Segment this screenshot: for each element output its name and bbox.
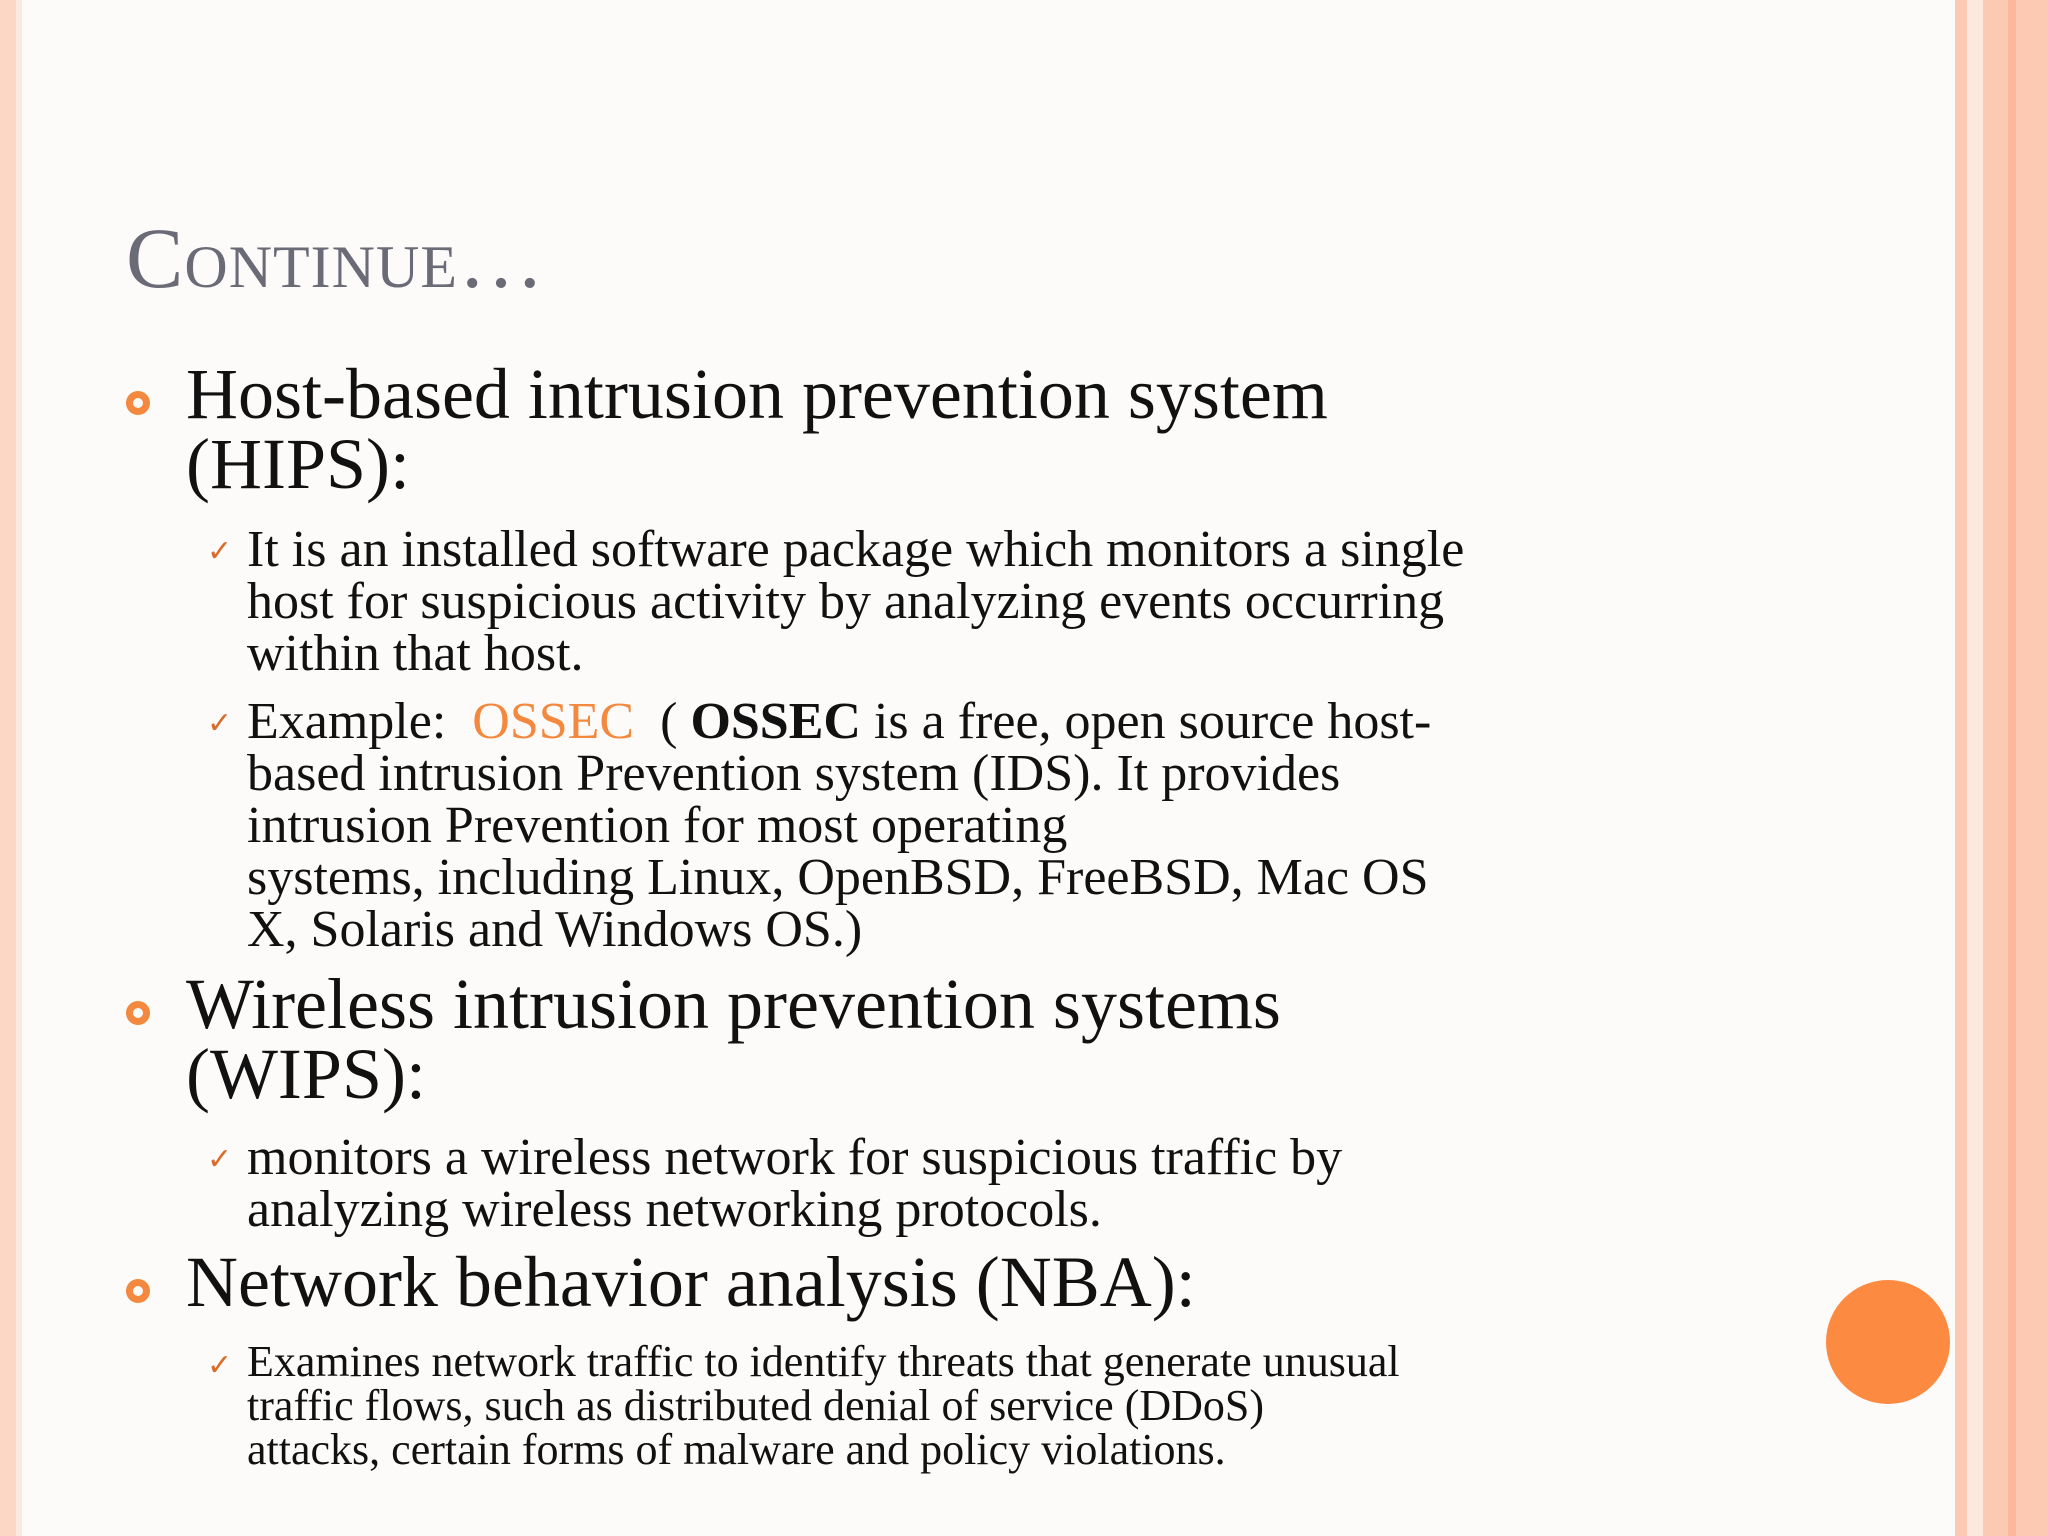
right-band-decoration <box>2008 0 2016 1536</box>
bullet-heading-line: Host-based intrusion prevention system <box>186 354 1328 434</box>
right-band-decoration <box>1967 0 1983 1536</box>
right-band-decoration <box>1955 0 1967 1536</box>
ossec-link[interactable]: OSSEC <box>472 693 635 750</box>
left-border-decoration <box>0 0 16 1536</box>
sub-bullet-line: based intrusion Prevention system (IDS). It provides <box>247 745 1341 802</box>
sub-bullet-line: monitors a wireless network for suspicious traffic by <box>247 1129 1343 1186</box>
ring-bullet-icon <box>126 1001 150 1025</box>
ring-bullet-icon <box>126 1279 150 1303</box>
sub-bullet-line: attacks, certain forms of malware and policy violations. <box>247 1425 1226 1474</box>
example-label: Example: <box>247 693 447 750</box>
checkmark-icon: ✓ <box>207 534 233 569</box>
sub-bullet-line: traffic flows, such as distributed denial of service (DDoS) <box>247 1381 1265 1430</box>
paren-open: ( <box>660 693 678 750</box>
ring-bullet-icon <box>126 391 150 415</box>
bullet-heading-line: Wireless intrusion prevention systems <box>186 964 1281 1044</box>
sub-bullet-line: systems, including Linux, OpenBSD, FreeBSD, Mac OS <box>247 849 1429 906</box>
bullet-heading-line: (HIPS): <box>186 424 411 504</box>
sub-bullet-line: Examines network traffic to identify threats that generate unusual <box>247 1337 1400 1386</box>
left-border-inner-decoration <box>16 0 22 1536</box>
sub-bullet-line: analyzing wireless networking protocols. <box>247 1181 1102 1238</box>
checkmark-icon: ✓ <box>207 706 233 741</box>
bullet-heading-line: Network behavior analysis (NBA): <box>186 1242 1196 1322</box>
sub-bullet-line: host for suspicious activity by analyzing events occurring <box>247 573 1445 630</box>
sub-bullet-line: within that host. <box>247 625 584 682</box>
ossec-bold-text: OSSEC <box>690 693 861 750</box>
sub-bullet-line: It is an installed software package which monitors a single <box>247 521 1465 578</box>
checkmark-icon: ✓ <box>207 1348 233 1383</box>
bullet-heading-line: (WIPS): <box>186 1034 426 1114</box>
checkmark-icon: ✓ <box>207 1142 233 1177</box>
sub-bullet-line: X, Solaris and Windows OS.) <box>247 901 863 958</box>
example-rest-text: is a free, open source host- <box>873 693 1432 750</box>
slide-title: Continue… <box>126 210 545 306</box>
decorative-circle <box>1826 1280 1950 1404</box>
example-line <box>247 693 1432 750</box>
sub-bullet-line: intrusion Prevention for most operating <box>247 797 1068 854</box>
